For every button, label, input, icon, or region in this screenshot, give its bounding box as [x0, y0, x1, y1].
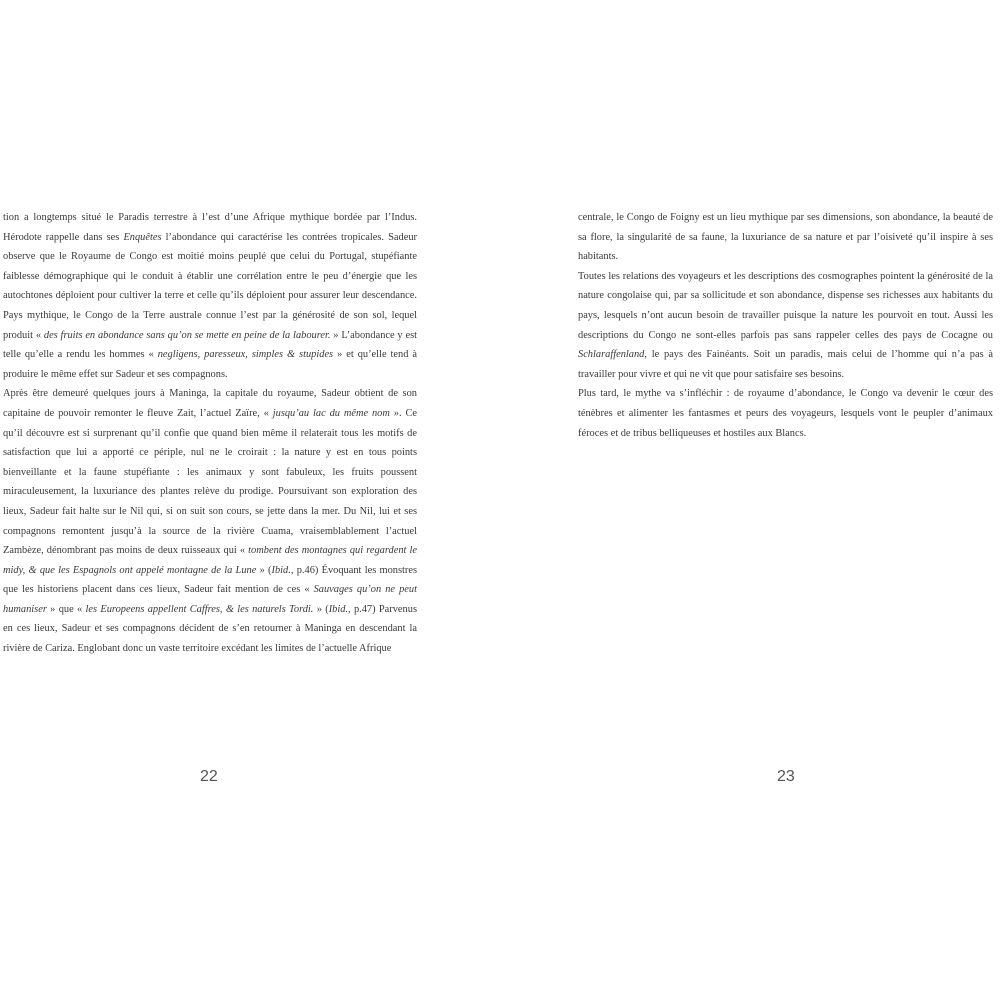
- italic-text: des fruits en abondance sans qu’on se mette en peine de la labourer.: [43, 329, 331, 341]
- text-run: » (: [256, 564, 272, 576]
- text-run: ». Ce qu’il découvre est si surprenant qu’il confie que quand bien même il relaterait tous les motifs de satisfaction que lui a apporté ce périple, nul ne le croirait : la nature y est en tous points bienveillante et la faune stupéfiante : les animaux y sont fabuleux, les fruits poussent miraculeusement, la luxuriance des plantes relève du prodige. Poursuivant son exploration des lieux, Sadeur fait halte sur le Nil qui, si on suit son cours, se jette dans la mer. Du Nil, lui et ses compagnons remontent jusqu’à la source de la rivière Cuama, vraisemblablement l’actuel Zambèze, dénombrant pas moins de deux ruisseaux qui «: [3, 407, 418, 557]
- italic-text: negligens, paresseux, simples & stupides: [157, 349, 334, 361]
- text-run: , p.47) Parvenus en ces lieux, Sadeur et ses compagnons décident de s’en retourner à Maninga en descendant la rivière de Cariza. Englobant donc un vaste territoire excédant les limites de l’actuelle Afrique: [3, 603, 417, 655]
- italic-text: tombent des montagnes qui regardent le midy, & que les Espagnols ont appelé montagne de la Lune: [3, 545, 417, 576]
- text-run: , le pays des Fainéants. Soit un paradis, mais celui de l’homme qui n’a pas à travailler pour vivre et qui ne vit que pour satisfaire ses besoins.: [578, 349, 993, 380]
- text-run: » que «: [46, 603, 86, 615]
- italic-text: Schlaraffenland: [578, 349, 645, 361]
- right-page: [500, 0, 1000, 1000]
- text-run: Plus tard, le mythe va s’infléchir : de royaume d’abondance, le Congo va devenir le cœur des ténèbres et alimenter les fantasmes et peurs des voyageurs, lesquels vont le peupler d’animaux féroces et de tribus belliqueuses et hostiles aux Blancs.: [578, 388, 993, 439]
- paragraph: [578, 267, 993, 385]
- italic-text: Sauvages qu’on ne peut humaniser: [3, 584, 417, 615]
- paragraph: [578, 208, 993, 267]
- left-page-body: [3, 208, 417, 659]
- paragraph: [3, 384, 417, 658]
- paragraph: [3, 208, 417, 384]
- italic-text: les Europeens appellent Caffres, & les naturels Tordi.: [85, 603, 314, 615]
- italic-text: Ibid.: [328, 603, 349, 615]
- text-run: Après être demeuré quelques jours à Maninga, la capitale du royaume, Sadeur obtient de son capitaine de pouvoir remonter le fleuve Zait, l’actuel Zaïre, «: [3, 388, 417, 419]
- italic-text: jusqu’au lac du même nom: [272, 407, 390, 419]
- text-run: Toutes les relations des voyageurs et les descriptions des cosmographes pointent la générosité de la nature congolaise qui, par sa sollicitude et son abondance, dispense ses richesses aux habitants du pays, lesquels n’ont aucun besoin de travailler puisque la nature les pourvoit en tout. Aussi les descriptions du Congo ne sont-elles parfois pas sans rappeler celles des pays de Cocagne ou: [578, 270, 993, 341]
- italic-text: Enquêtes: [123, 231, 162, 243]
- right-page-body: [578, 208, 993, 443]
- text-run: centrale, le Congo de Foigny est un lieu mythique par ses dimensions, son abondance, la beauté de sa flore, la singularité de sa faune, la luxuriance de sa nature et par l’oisiveté qu’il inspire à ses habitants.: [578, 212, 993, 263]
- text-run: » L’abondance y est telle qu’elle a rendu les hommes «: [3, 329, 417, 361]
- text-run: , p.46) Évoquant les monstres que les historiens placent dans ces lieux, Sadeur fait mention de ces «: [3, 564, 418, 596]
- text-run: l’abondance qui caractérise les contrées tropicales. Sadeur observe que le Royaume de Congo est moitié moins peuplé que celui du Portugal, stupéfiante faiblesse démographique qui le conduit à établir une corrélation entre le peu d’énergie que les autochtones déploient pour cultiver la terre et celle qu’ils déploient pour assurer leur descendance. Pays mythique, le Congo de la Terre australe connue l’est par la générosité de son sol, lequel produit «: [3, 231, 417, 341]
- paragraph: [578, 384, 993, 443]
- text-run: » et qu’elle tend à produire le même effet sur Sadeur et ses compagnons.: [3, 349, 417, 380]
- page-number-left: 22: [200, 768, 218, 785]
- page-number-right: 23: [777, 768, 795, 785]
- italic-text: Ibid.: [271, 564, 291, 576]
- text-run: » (: [313, 603, 329, 615]
- text-run: tion a longtemps situé le Paradis terrestre à l’est d’une Afrique mythique bordée par l’Indus. Hérodote rappelle dans ses: [3, 212, 417, 243]
